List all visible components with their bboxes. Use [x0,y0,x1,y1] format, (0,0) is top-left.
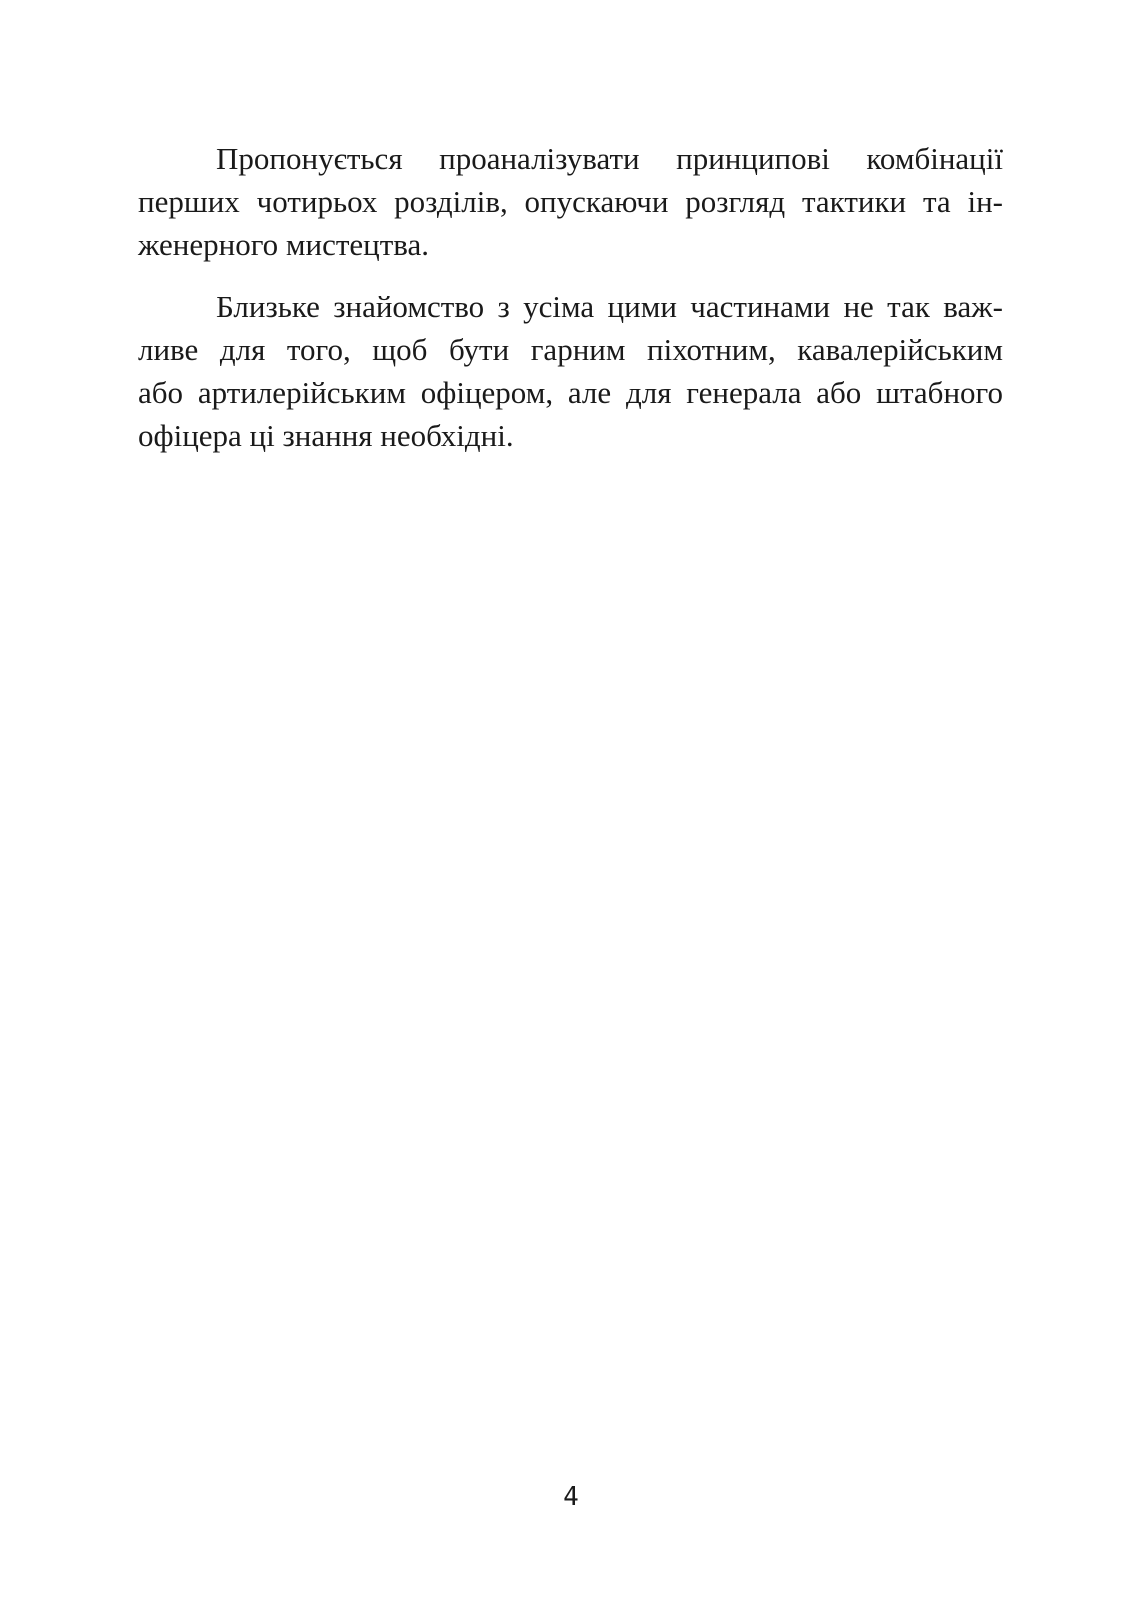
paragraph-1 [138,137,1003,266]
text-line: ливе для того, щоб бути гарним піхотним, кавалерійським [138,332,1003,367]
text-line: офіцера ці знання необхідні. [138,418,514,453]
body-text [138,137,1003,457]
text-line: перших чотирьох розділів, опускаючи розгляд тактики та ін- [138,184,1003,219]
page-number: 4 [563,1482,579,1512]
text-line: женерного мистецтва. [138,227,430,262]
text-line: Близьке знайомство з усіма цими частинами не так важ- [216,289,1003,324]
text-line: Пропонується проаналізувати принципові комбінації [216,141,1003,176]
paragraph-2 [138,285,1003,457]
text-line: або артилерійським офіцером, але для генерала або штабного [138,375,1003,410]
